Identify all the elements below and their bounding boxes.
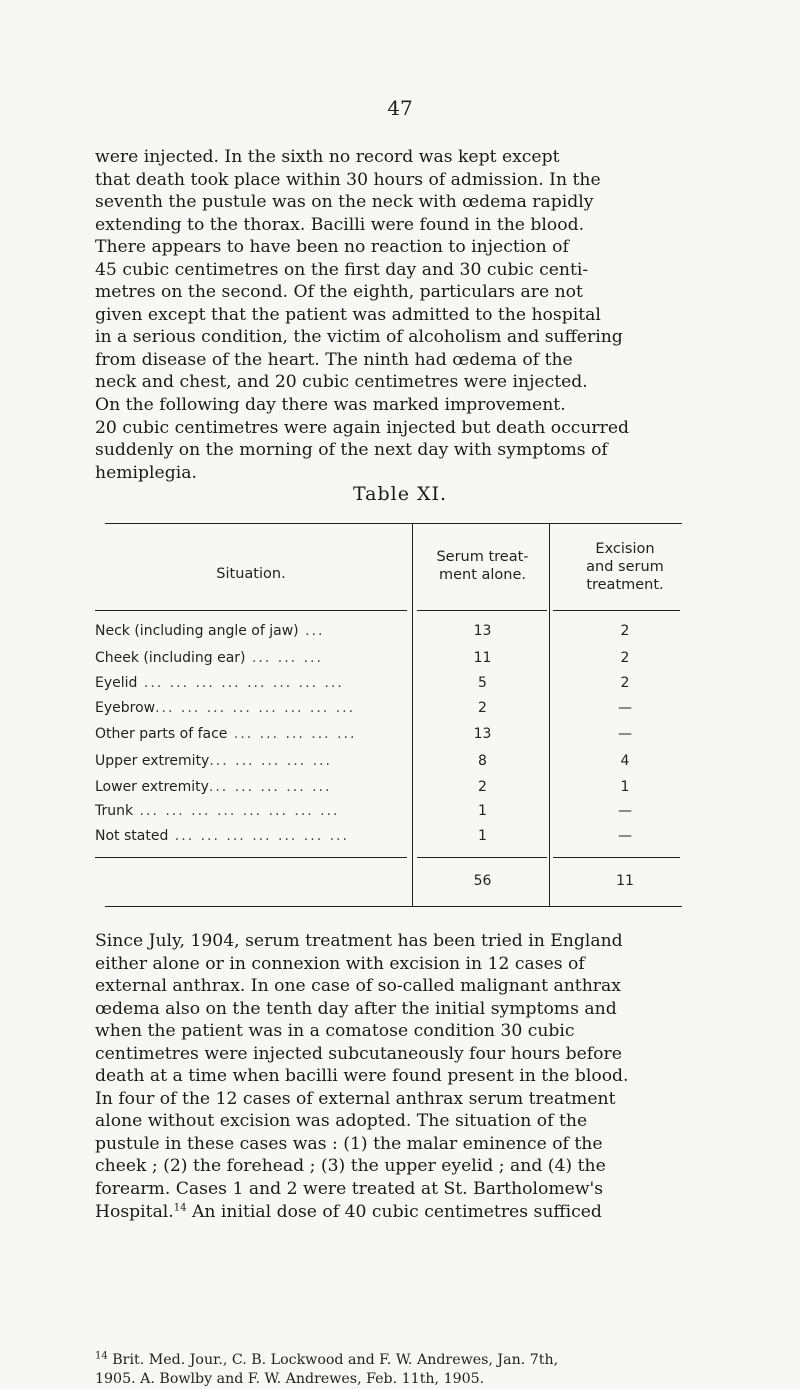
leader-dots: ... ... ... ... ... ... ... ...: [155, 700, 356, 716]
table-top-rule: [105, 523, 682, 524]
row-serum-count: 1: [478, 828, 487, 844]
row-situation: Eyebrow: [95, 700, 156, 716]
row-excision-count: 2: [620, 623, 630, 639]
paragraph-1: were injected. In the sixth no record was kept except that death took place within 30 hours of admission. In the seventh the pustule was on the neck with œdema rapidly extending to the thorax. Bacilli were found in the blood. There appears to have been no reaction to injection of 45 cubic centimetres on the first day and 30 cubic centi- metres on the second. Of the eighth, particulars are not given except that the patient was admitted to the hospital in a serious condition, the victim of alcoholism and suffering from disease of the heart. The ninth had œdema of the neck and chest, and 20 cubic centimetres were injected. On the following day there was marked improvement. 20 cubic centimetres were again injected but death occurred suddenly on the morning of the next day with symptoms of hemiplegia.: [95, 147, 630, 483]
row-excision-count: —: [618, 726, 632, 742]
table-header-rule: [553, 610, 680, 611]
row-serum-count: 5: [478, 675, 487, 691]
row-excision-count: —: [618, 828, 632, 844]
row-serum-count: 13: [473, 726, 492, 742]
header-situation: Situation.: [216, 566, 286, 582]
leader-dots: ... ... ... ... ... ... ... ...: [133, 803, 340, 819]
row-serum-count: 2: [478, 779, 487, 795]
table-bottom-rule: [105, 906, 682, 907]
paragraph-2-body: Since July, 1904, serum treatment has been tried in England either alone or in connexion with excision in 12 cases of external anthrax. In one case of so-called malignant anthrax œdema also on the tenth day after the initial symptoms and when the patient was in a comatose condition 30 cubic centimetres were injected subcutaneously four hours before death at a time when bacilli were found present in the blood. In four of the 12 cases of external anthrax serum treatment alone without excision was adopted. The situation of the pustule in these cases was : (1) the malar eminence of the cheek ; (2) the forehead ; (3) the upper eyelid ; and (4) the forearm. Cases 1 and 2 were treated at St. Bartholomew's Hospital.: [95, 931, 629, 1222]
row-serum-count: 2: [478, 700, 487, 716]
paragraph-2: [95, 930, 687, 1223]
row-excision-count: 2: [620, 675, 630, 691]
leader-dots: ... ... ... ... ...: [209, 753, 332, 769]
paragraph-2-tail: An initial dose of 40 cubic centimetres sufficed: [186, 1201, 602, 1222]
table-body-rule: [417, 857, 547, 858]
header-excision-serum-treatment: Excision and serum treatment.: [586, 541, 664, 593]
leader-dots: ... ... ...: [245, 650, 323, 666]
row-situation: Lower extremity: [95, 779, 209, 795]
footnote: [95, 1351, 695, 1389]
leader-dots: ... ... ... ... ...: [227, 726, 357, 742]
row-serum-count: 1: [478, 803, 487, 819]
page-number: 47: [387, 96, 413, 120]
row-excision-count: —: [618, 803, 632, 819]
table-header-rule: [417, 610, 547, 611]
row-excision-count: —: [618, 700, 632, 716]
table-body-rule: [95, 857, 407, 858]
leader-dots: ... ... ... ... ... ... ... ...: [137, 675, 344, 691]
header-serum-treatment: Serum treat- ment alone.: [436, 549, 529, 583]
row-situation: Neck (including angle of jaw): [95, 623, 299, 639]
row-situation: Trunk: [95, 803, 134, 819]
row-serum-count: 13: [473, 623, 492, 639]
table-header-rule: [95, 610, 407, 611]
leader-dots: ... ... ... ... ... ... ...: [168, 828, 349, 844]
footnote-number: 14: [95, 1350, 108, 1362]
row-situation: Not stated: [95, 828, 169, 844]
row-serum-count: 8: [478, 753, 487, 769]
row-excision-count: 2: [620, 650, 630, 666]
row-situation: Cheek (including ear): [95, 650, 246, 666]
footnote-text: Brit. Med. Jour., C. B. Lockwood and F. W. Andrewes, Jan. 7th, 1905. A. Bowlby and F. W. Andrewes, Feb. 11th, 1905.: [95, 1352, 559, 1387]
table-body-rule: [553, 857, 680, 858]
row-situation: Eyelid: [95, 675, 138, 691]
leader-dots: ...: [298, 623, 325, 639]
total-excision: 11: [616, 873, 634, 889]
row-serum-count: 11: [473, 650, 492, 666]
row-situation: Other parts of face: [95, 726, 228, 742]
table-title: Table XI.: [352, 483, 448, 505]
total-serum: 56: [473, 873, 492, 889]
footnote-reference: 14: [173, 1201, 187, 1213]
row-situation: Upper extremity: [95, 753, 210, 769]
leader-dots: ... ... ... ... ...: [208, 779, 332, 795]
row-excision-count: 4: [620, 753, 630, 769]
row-excision-count: 1: [620, 779, 630, 795]
